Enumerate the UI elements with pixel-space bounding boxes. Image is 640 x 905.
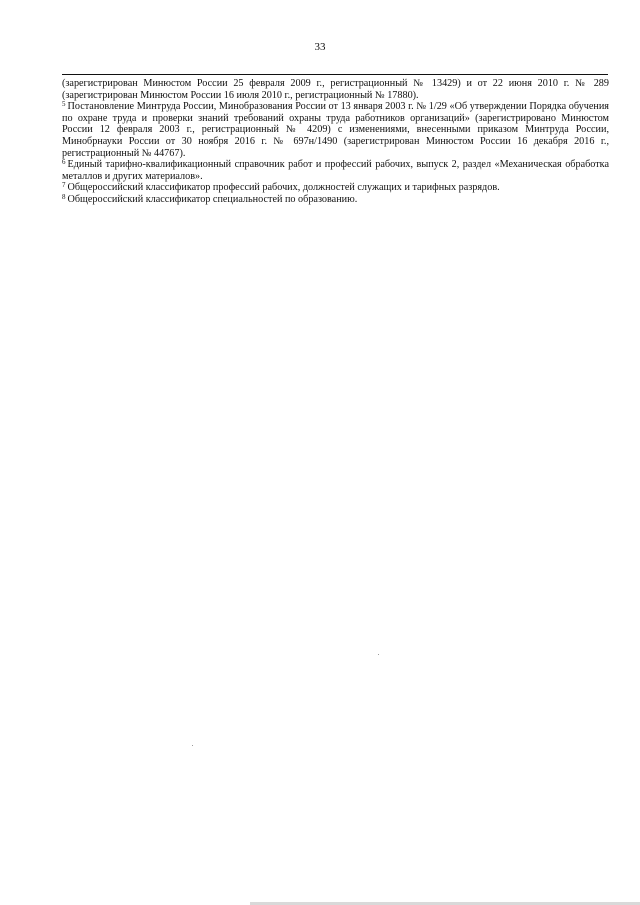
footnote-6 [62, 159, 609, 182]
footnote-text: Постановление Минтруда России, Минобразования России от 13 января 2003 г. № 1/29 «Об утверждении Порядка обучения по охране труда и проверки знаний требований охраны труда работников организаций» (зарегистрировано Минюстом России 12 февраля 2003 г., регистрационный № 4209) с изменениями, внесенными приказом Минтруда России, Минобрнауки России от 30 ноября 2016 г. № 697н/1490 (зарегистрирован Минюстом России 16 декабря 2016 г., регистрационный № 44767). [62, 101, 609, 159]
footnote-continuation [62, 78, 609, 101]
footnote-text: (зарегистрирован Минюстом России 25 февраля 2009 г., регистрационный № 13429) и от 22 июня 2010 г. № 289 (зарегистрирован Минюстом России 16 июля 2010 г., регистрационный № 17880). [62, 78, 609, 101]
footnote-7 [62, 182, 609, 194]
scan-speck [378, 654, 379, 655]
footnote-marker: 5 [62, 100, 66, 109]
footnotes-block [62, 78, 609, 206]
footnote-separator [62, 74, 608, 75]
footnote-marker: 8 [62, 192, 66, 201]
page-number: 33 [314, 41, 326, 53]
scan-speck [192, 745, 193, 746]
footnote-text: Общероссийский классификатор профессий рабочих, должностей служащих и тарифных разрядов. [67, 182, 500, 194]
footnote-marker: 6 [62, 158, 66, 167]
footnote-8 [62, 194, 609, 206]
footnote-5 [62, 101, 609, 159]
footnote-text: Общероссийский классификатор специальностей по образованию. [67, 193, 358, 205]
footnote-marker: 7 [62, 181, 66, 190]
footnote-text: Единый тарифно-квалификационный справочник работ и профессий рабочих, выпуск 2, раздел «Механическая обработка металлов и других материалов». [62, 159, 609, 182]
